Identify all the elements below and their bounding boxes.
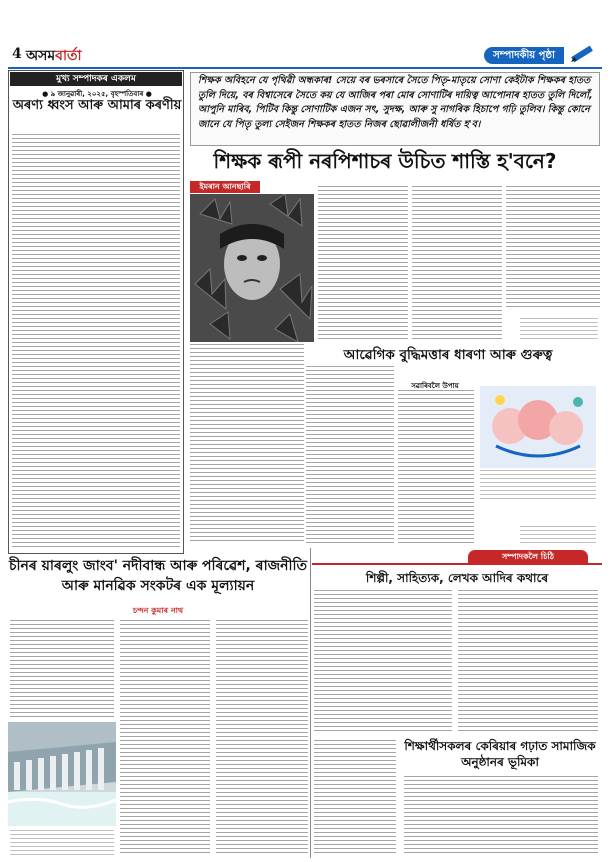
dam-photo-caption <box>10 830 114 856</box>
reader-signature <box>520 318 598 342</box>
main-article-body-col4 <box>506 186 600 308</box>
column-divider <box>310 548 311 858</box>
main-article-body-col1 <box>190 344 304 544</box>
quote-text: শিক্ষক অবিহনে যে পৃথিৱী অন্ধকাৰ! সেয়ে বৰ ভৰসাৰে সৈতে পিতৃ-মাতৃয়ে সোণা কেইটাক শিক্ষকৰ হাতত তুলি দিয়ে, বৰ বিশ্বাসেৰে সৈতে কয় যে আজিৰ পৰা মোৰ সোণাটিৰ দায়িত্ব আপোনাৰ হাতত তুলি দিলোঁ, আপুনি মাৰিব, পিটিব কিন্তু সোণাটিক এজন সৎ, সুদক্ষ, আৰু সু নাগৰিক হিচাপে গঢ়ি তুলিব। কিন্তু কোনে জানে যে পিতৃ তুল্য সেইজন শিক্ষকৰ হাতত নিজৰ ছোৱালীজনী ধৰ্ষিত হ'ব। <box>198 75 593 130</box>
logo-part-right: বাৰ্তা <box>55 47 82 63</box>
dam-article-body-col1 <box>10 620 114 718</box>
section-label: সম্পাদকীয় পৃষ্ঠা <box>484 47 564 64</box>
editorial-date: ● ৯ জানুৱাৰী, ২০২৫, বৃহস্পতিবাৰ ● <box>42 90 152 98</box>
logo-part-left: অসম <box>26 47 56 63</box>
dam-article-author: চন্দন কুমাৰ নাথ <box>132 606 184 615</box>
letter2-title: শিক্ষাৰ্থীসকলৰ কেৰিয়াৰ গঢ়াত সামাজিক অনুষ্ঠানৰ ভূমিকা <box>404 739 596 769</box>
letter2-body-col1 <box>314 740 396 856</box>
letter1-body-col1 <box>314 590 452 734</box>
main-headline: শিক্ষক ৰূপী নৰপিশাচৰ উচিত শাস্তি হ'বনে? <box>213 149 557 173</box>
editorial-body <box>12 134 180 550</box>
pencil-icon <box>568 40 598 66</box>
inner-box-label: সৱাৰিবলৈ উপায় <box>411 382 459 390</box>
dam-article-body-col2 <box>120 620 210 856</box>
sub-article-body-col2 <box>398 390 474 546</box>
editorial-title: অৰণ্য ধ্বংস আৰু আমাৰ কৰণীয় <box>12 98 182 113</box>
article-photo <box>190 194 314 342</box>
letter1-title: শিল্পী, সাহিত্যক, লেখক আদিৰ কথাৰে <box>365 571 549 585</box>
newspaper-logo <box>26 44 82 66</box>
main-article-body-col2 <box>318 186 408 342</box>
byline: ইমৰান আনছাৰি <box>190 181 260 193</box>
page-number: 4 <box>12 46 22 62</box>
dam-article-title: চীনৰ য়াৰলুং জাংব' নদীবান্ধ আৰু পৰিৱেশ, ৰাজনীতি আৰু মানৱিক সংকটৰ এক মূল্যায়ন <box>8 558 308 594</box>
sub-article-title: আৱেগিক বুদ্ধিমত্তাৰ ধাৰণা আৰু গুৰুত্ব <box>343 347 553 363</box>
sub-article-body-col1 <box>306 366 394 546</box>
author-signature <box>520 526 596 544</box>
header-rule <box>8 67 602 69</box>
dam-photo <box>8 722 116 826</box>
editorial-label: মুখ্য সম্পাদকৰ একলম <box>10 72 182 86</box>
letter2-body-col2 <box>404 776 598 856</box>
main-article-body-col3 <box>412 186 502 342</box>
letters-section-tab: সম্পাদকলৈ চিঠি <box>468 550 588 564</box>
brain-illustration <box>480 386 596 468</box>
dam-article-body-col3 <box>216 620 308 856</box>
image-caption <box>480 470 596 500</box>
letter1-body-col2 <box>458 590 598 734</box>
